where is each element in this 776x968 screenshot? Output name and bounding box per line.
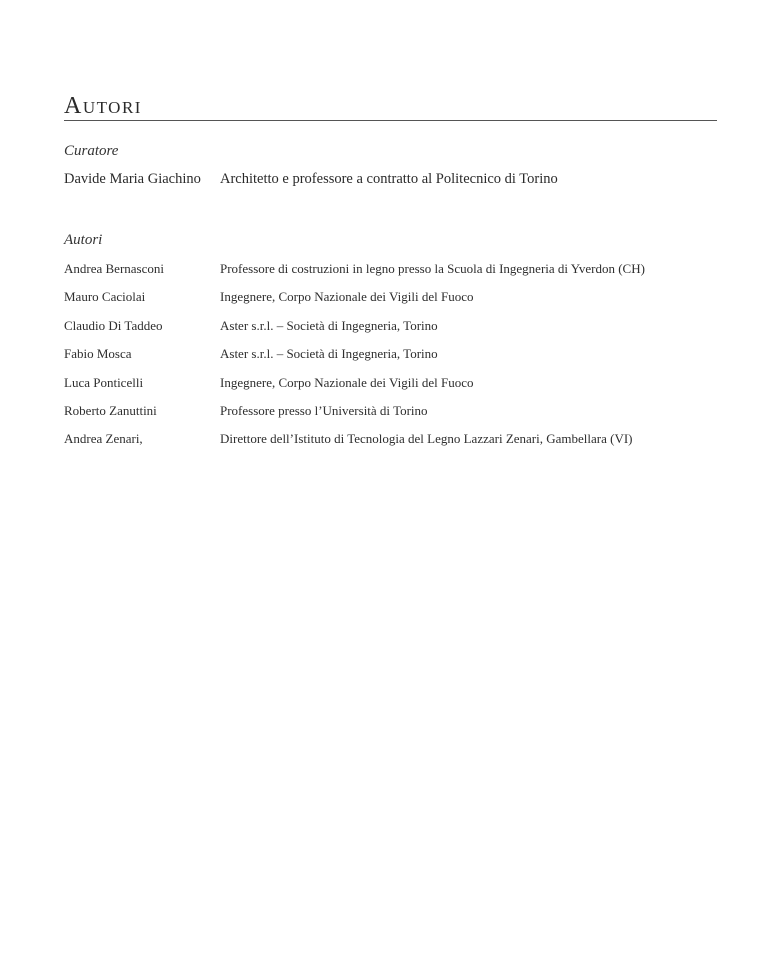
author-role: Ingegnere, Corpo Nazionale dei Vigili del Fuoco: [220, 289, 474, 305]
author-role: Ingegnere, Corpo Nazionale dei Vigili del Fuoco: [220, 374, 474, 390]
author-role: Aster s.r.l. – Società di Ingegneria, Torino: [220, 317, 438, 333]
author-role: Professore di costruzioni in legno presso la Scuola di Ingegneria di Yverdon (CH): [220, 261, 645, 276]
page-title: Autori: [64, 93, 142, 119]
author-entry: [64, 260, 717, 288]
author-entry: [64, 288, 717, 316]
author-name: Andrea Zenari,: [64, 431, 143, 447]
author-name: Claudio Di Taddeo: [64, 317, 163, 333]
author-name: Luca Ponticelli: [64, 374, 144, 390]
author-name: Mauro Caciolai: [64, 289, 146, 305]
author-entry: [64, 317, 717, 345]
author-name: Andrea Bernasconi: [64, 261, 164, 276]
author-entry: [64, 402, 717, 430]
curator-label: Curatore: [64, 143, 119, 159]
author-name: Roberto Zanuttini: [64, 402, 157, 418]
curator-entry: [64, 170, 717, 188]
authors-list: [64, 260, 717, 459]
author-entry: [64, 374, 717, 402]
curator-name: Davide Maria Giachino: [64, 171, 201, 187]
curator-role: Architetto e professore a contratto al Politecnico di Torino: [220, 171, 558, 187]
author-entry: [64, 430, 717, 458]
author-entry: [64, 345, 717, 373]
authors-label: Autori: [64, 232, 103, 248]
author-role: Direttore dell’Istituto di Tecnologia del Legno Lazzari Zenari, Gambellara (VI): [220, 431, 633, 447]
author-role: Aster s.r.l. – Società di Ingegneria, Torino: [220, 346, 438, 362]
section-heading: [64, 95, 717, 121]
author-name: Fabio Mosca: [64, 346, 132, 362]
author-role: Professore presso l’Università di Torino: [220, 402, 428, 418]
